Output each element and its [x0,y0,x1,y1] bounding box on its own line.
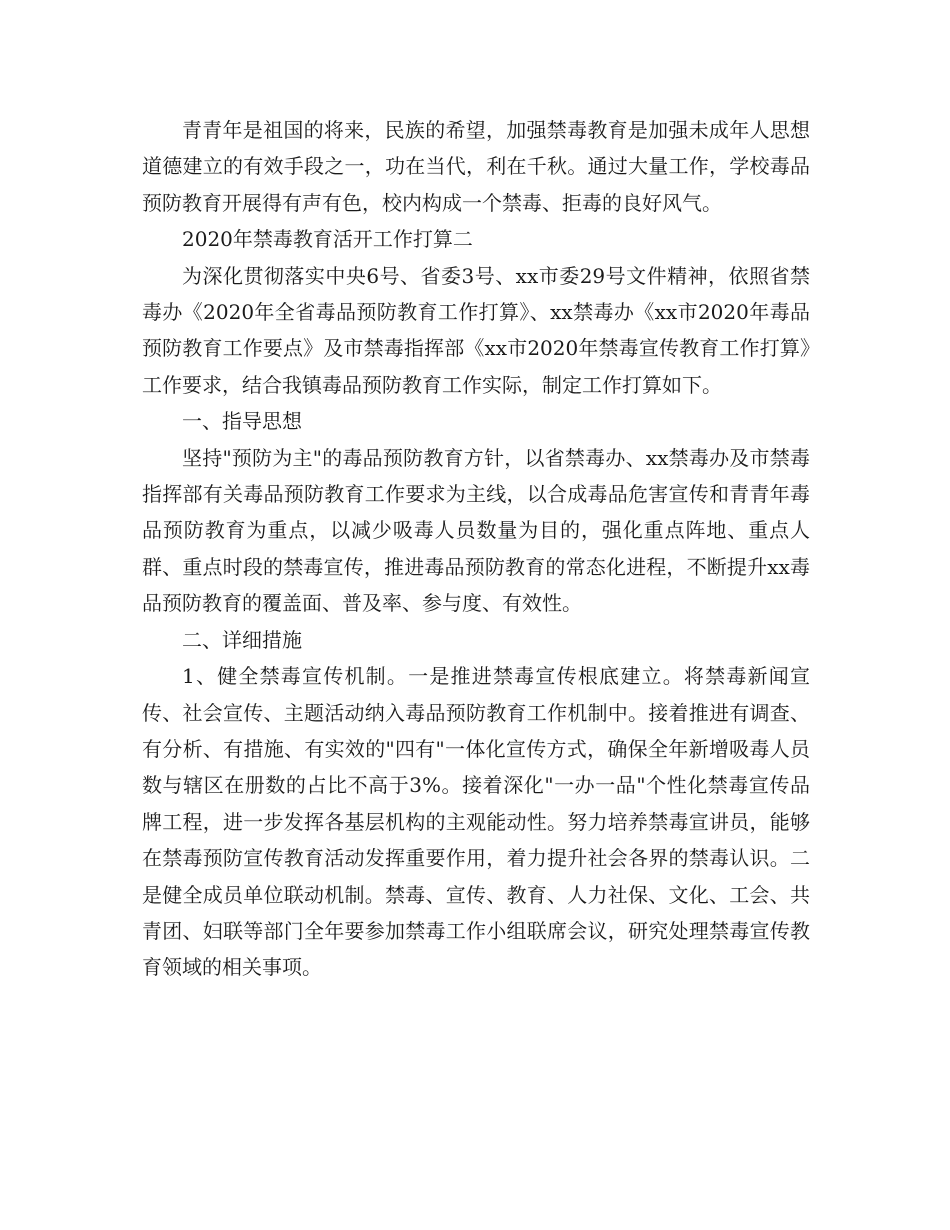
paragraph-guiding-thought: 坚持"预防为主"的毒品预防教育方针，以省禁毒办、xx禁毒办及市禁毒指挥部有关毒品预防教育工作要求为主线，以合成毒品危害宣传和青青年毒品预防教育为重点，以减少吸毒人员数量为目的，强化重点阵地、重点人群、重点时段的禁毒宣传，推进毒品预防教育的常态化进程，不断提升xx毒品预防教育的覆盖面、普及率、参与度、有效性。 [142,445,810,616]
paragraph-plan-purpose: 为深化贯彻落实中央6号、省委3号、xx市委29号文件精神，依照省禁毒办《2020年全省毒品预防教育工作打算》、xx禁毒办《xx市2020年毒品预防教育工作要点》及市禁毒指挥部《xx市2020年禁毒宣传教育工作打算》工作要求，结合我镇毒品预防教育工作实际，制定工作打算如下。 [142,263,810,397]
section-title-plan-two: 2020年禁毒教育活开工作打算二 [182,227,473,252]
paragraph-intro-conclusion: 青青年是祖国的将来，民族的希望，加强禁毒教育是加强未成年人思想道德建立的有效手段之一，功在当代，利在千秋。通过大量工作，学校毒品预防教育开展得有声有色，校内构成一个禁毒、拒毒的良好风气。 [142,118,810,215]
heading-detailed-measures: 二、详细措施 [182,627,302,652]
document-body [142,112,810,986]
heading-guiding-thought: 一、指导思想 [182,409,302,434]
paragraph-measure-one: 1、健全禁毒宣传机制。一是推进禁毒宣传根底建立。将禁毒新闻宣传、社会宣传、主题活动纳入毒品预防教育工作机制中。接着推进有调查、有分析、有措施、有实效的"四有"一体化宣传方式，确保全年新增吸毒人员数与辖区在册数的占比不高于3%。接着深化"一办一品"个性化禁毒宣传品牌工程，进一步发挥各基层机构的主观能动性。努力培养禁毒宣讲员，能够在禁毒预防宣传教育活动发挥重要作用，着力提升社会各界的禁毒认识。二是健全成员单位联动机制。禁毒、宣传、教育、人力社保、文化、工会、共青团、妇联等部门全年要参加禁毒工作小组联席会议，研究处理禁毒宣传教育领域的相关事项。 [142,664,810,980]
